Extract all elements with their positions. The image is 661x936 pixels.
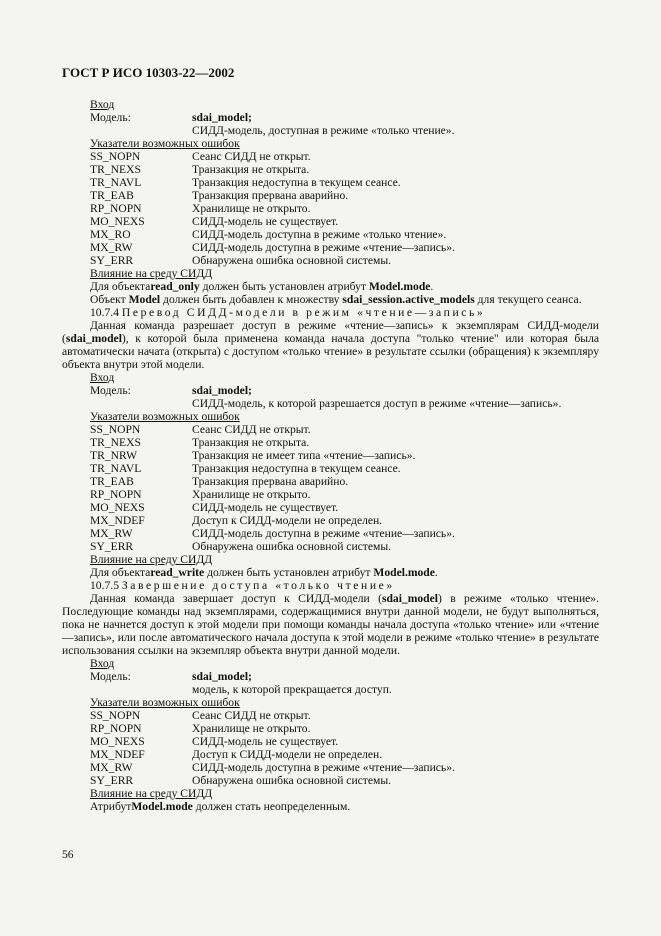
error-text: Обнаружена ошибка основной системы. xyxy=(192,540,392,553)
section-paragraph xyxy=(62,319,599,371)
error-text: Хранилище не открыто. xyxy=(192,488,311,501)
error-row xyxy=(62,215,599,228)
error-text: СИДД-модель не существует. xyxy=(192,501,339,514)
section-title: Завершение доступа «только чтение» xyxy=(121,579,395,592)
text-run: Данная команда завершает доступ к СИДД-модели ( xyxy=(90,592,382,605)
error-code: MX_NDEF xyxy=(90,748,145,761)
section-heading xyxy=(62,306,599,319)
model-param-desc-row xyxy=(62,683,599,696)
error-code: SY_ERR xyxy=(90,540,134,553)
error-code: TR_EAB xyxy=(90,475,134,488)
text-run: Данная команда разрешает доступ в режиме «чтение—запись» к экземплярам СИДД-модели ( xyxy=(62,319,599,345)
error-code: TR_NAVL xyxy=(90,462,142,475)
error-code: SY_ERR xyxy=(90,774,134,787)
text-run: должен быть установлен атрибут xyxy=(199,280,369,293)
error-code: TR_NAVL xyxy=(90,176,142,189)
error-code: SS_NOPN xyxy=(90,709,141,722)
error-row xyxy=(62,241,599,254)
text-run: Для объекта xyxy=(90,280,151,293)
code-run: Model xyxy=(128,293,161,306)
param-desc: СИДД-модель, доступная в режиме «только чтение». xyxy=(192,124,455,137)
code-run: Model.mode xyxy=(373,566,435,579)
input-heading: Вход xyxy=(90,371,115,384)
error-row xyxy=(62,462,599,475)
text-run: ), к которой была применена команда начала доступа "только чтение" или которая была автоматически начата (открыта) с доступом «только чтение» в результате ссылки (обращения) к экземпляру объекта внутри этой модели. xyxy=(62,332,599,371)
text-run: должен быть установлен атрибут xyxy=(204,566,374,579)
error-text: Доступ к СИДД-модели не определен. xyxy=(192,514,383,527)
section-heading xyxy=(62,579,599,592)
error-code: SS_NOPN xyxy=(90,423,141,436)
error-text: Хранилище не открыто. xyxy=(192,202,311,215)
error-row xyxy=(62,748,599,761)
input-heading: Вход xyxy=(90,657,115,670)
error-code: MX_RW xyxy=(90,761,133,774)
error-code: SY_ERR xyxy=(90,254,134,267)
code-run: read_only xyxy=(150,280,200,293)
section-number: 10.7.5 xyxy=(90,579,119,592)
model-param-row xyxy=(62,111,599,124)
error-text: Обнаружена ошибка основной системы. xyxy=(192,774,392,787)
error-code: SS_NOPN xyxy=(90,150,141,163)
errors-heading: Указатели возможных ошибок xyxy=(90,410,240,423)
error-text: Сеанс СИДД не открыт. xyxy=(192,423,311,436)
error-list xyxy=(62,150,599,267)
model-param-row xyxy=(62,384,599,397)
error-code: MX_NDEF xyxy=(90,514,145,527)
section-paragraph xyxy=(62,592,599,657)
effect-line xyxy=(62,566,599,579)
error-row xyxy=(62,761,599,774)
error-row xyxy=(62,202,599,215)
param-label: Модель: xyxy=(90,111,131,124)
error-row xyxy=(62,735,599,748)
page-header: ГОСТ Р ИСО 10303-22—2002 xyxy=(62,65,235,80)
error-row xyxy=(62,254,599,267)
code-run: Model.mode xyxy=(131,800,193,813)
error-text: Транзакция не открыта. xyxy=(192,163,310,176)
model-param-desc-row xyxy=(62,124,599,137)
text-run: ) в режиме «только чтение». Последующие команды над экземплярами, содержащимися внутри данной модели, не будут выполняться, пока не начнется доступ к этой модели при помощи команды начала доступа «только чтение» или «чтение—запись», или после автоматического начала доступа к этой модели в режиме «только чтение» в результате использования ссылки на экземпляр объекта внутри данной модели. xyxy=(62,592,599,657)
error-row xyxy=(62,488,599,501)
param-name: sdai_model; xyxy=(192,384,252,397)
effect-heading: Влияние на среду СИДД xyxy=(90,267,213,280)
input-heading: Вход xyxy=(90,98,115,111)
text-run: . xyxy=(434,566,438,579)
param-name: sdai_model; xyxy=(192,670,252,683)
error-row xyxy=(62,501,599,514)
error-code: RP_NOPN xyxy=(90,722,142,735)
error-list xyxy=(62,709,599,787)
effect-heading: Влияние на среду СИДД xyxy=(90,553,213,566)
error-text: Транзакция не имеет типа «чтение—запись». xyxy=(192,449,416,462)
error-row xyxy=(62,475,599,488)
error-text: СИДД-модель доступна в режиме «только чтение». xyxy=(192,228,447,241)
code-run: Model.mode xyxy=(368,280,431,293)
error-code: MO_NEXS xyxy=(90,735,145,748)
error-code: TR_NEXS xyxy=(90,163,141,176)
text-run: Для объекта xyxy=(90,566,151,579)
error-text: СИДД-модель не существует. xyxy=(192,215,339,228)
error-text: СИДД-модель доступна в режиме «чтение—запись». xyxy=(192,761,455,774)
error-text: Транзакция прервана аварийно. xyxy=(192,189,349,202)
model-param-row xyxy=(62,670,599,683)
text-run: Атрибут xyxy=(90,800,132,813)
error-row xyxy=(62,176,599,189)
section-title: Перевод СИДД-модели в режим «чтение—запись» xyxy=(121,306,486,319)
error-row xyxy=(62,774,599,787)
text-run: должен быть добавлен к множеству xyxy=(160,293,343,306)
param-desc: СИДД-модель, к которой разрешается доступ в режиме «чтение—запись». xyxy=(192,397,562,410)
text-run: должен стать неопределенным. xyxy=(192,800,351,813)
error-code: RP_NOPN xyxy=(90,202,142,215)
error-text: Транзакция недоступна в текущем сеансе. xyxy=(192,462,401,475)
section-number: 10.7.4 xyxy=(90,306,119,319)
page-number: 56 xyxy=(62,848,74,861)
error-code: MO_NEXS xyxy=(90,215,145,228)
error-text: Транзакция прервана аварийно. xyxy=(192,475,349,488)
error-code: MO_NEXS xyxy=(90,501,145,514)
error-row xyxy=(62,163,599,176)
effect-line xyxy=(62,280,599,293)
errors-heading: Указатели возможных ошибок xyxy=(90,137,240,150)
error-row xyxy=(62,709,599,722)
error-code: MX_RW xyxy=(90,527,133,540)
code-run: sdai_session.active_models xyxy=(342,293,475,306)
error-row xyxy=(62,436,599,449)
error-row xyxy=(62,423,599,436)
error-row xyxy=(62,150,599,163)
error-text: СИДД-модель доступна в режиме «чтение—запись». xyxy=(192,527,455,540)
code-run: read_write xyxy=(150,566,205,579)
error-text: Хранилище не открыто. xyxy=(192,722,311,735)
errors-heading: Указатели возможных ошибок xyxy=(90,696,240,709)
error-text: Сеанс СИДД не открыт. xyxy=(192,709,311,722)
error-list xyxy=(62,423,599,553)
error-row xyxy=(62,527,599,540)
effect-paragraph xyxy=(62,293,599,306)
error-row xyxy=(62,722,599,735)
error-row xyxy=(62,189,599,202)
error-code: TR_NEXS xyxy=(90,436,141,449)
error-code: TR_NRW xyxy=(90,449,138,462)
param-label: Модель: xyxy=(90,384,131,397)
error-text: СИДД-модель не существует. xyxy=(192,735,339,748)
error-row xyxy=(62,228,599,241)
error-code: RP_NOPN xyxy=(90,488,142,501)
error-row xyxy=(62,449,599,462)
error-text: Транзакция недоступна в текущем сеансе. xyxy=(192,176,401,189)
error-text: Доступ к СИДД-модели не определен. xyxy=(192,748,383,761)
effect-line xyxy=(62,800,599,813)
page-body xyxy=(62,98,599,813)
text-run: для текущего сеанса. xyxy=(474,293,582,306)
error-text: СИДД-модель доступна в режиме «чтение—запись». xyxy=(192,241,455,254)
code-run: sdai_model xyxy=(381,592,438,605)
param-desc: модель, к которой прекращается доступ. xyxy=(192,683,392,696)
param-label: Модель: xyxy=(90,670,131,683)
code-run: sdai_model xyxy=(65,332,122,345)
error-row xyxy=(62,540,599,553)
error-row xyxy=(62,514,599,527)
error-text: Обнаружена ошибка основной системы. xyxy=(192,254,392,267)
error-text: Транзакция не открыта. xyxy=(192,436,310,449)
param-name: sdai_model; xyxy=(192,111,252,124)
text-run: Объект xyxy=(90,293,129,306)
text-run: . xyxy=(430,280,434,293)
error-code: MX_RW xyxy=(90,241,133,254)
effect-heading: Влияние на среду СИДД xyxy=(90,787,213,800)
error-code: MX_RO xyxy=(90,228,131,241)
error-text: Сеанс СИДД не открыт. xyxy=(192,150,311,163)
model-param-desc-row xyxy=(62,397,599,410)
error-code: TR_EAB xyxy=(90,189,134,202)
